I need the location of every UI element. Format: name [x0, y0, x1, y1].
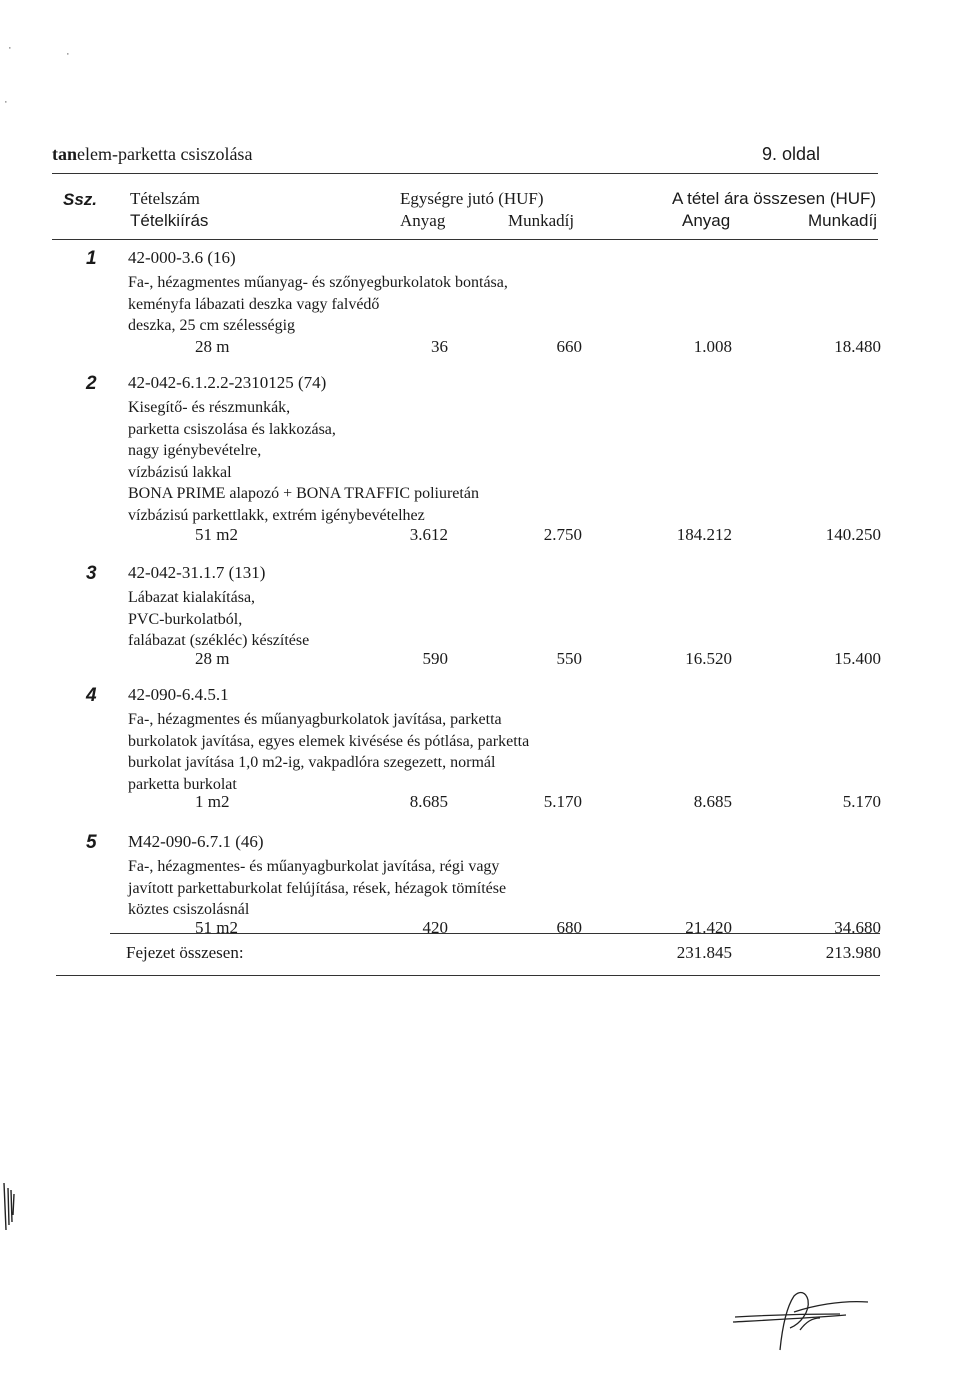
description-line: falábazat (székléc) készítése	[128, 632, 310, 650]
total-anyag: 16.520	[685, 649, 732, 668]
description-line: parketta csiszolása és lakkozása,	[128, 420, 336, 438]
description-line: vízbázisú parkettlakk, extrém igénybevételhez	[128, 506, 425, 524]
column-unit-munkadij: Munkadíj	[508, 211, 575, 230]
title-mark: tan	[52, 144, 78, 164]
scan-speck: ·	[4, 96, 8, 108]
unit-munkadij: 5.170	[543, 792, 582, 811]
scan-speck: ·	[8, 42, 12, 54]
total-munkadij: 140.250	[825, 525, 881, 544]
total-anyag: 184.212	[676, 525, 732, 544]
item-code: 42-042-31.1.7 (131)	[128, 563, 266, 582]
total-label: Fejezet összesen:	[126, 943, 244, 962]
item-quantity: 28 m	[195, 337, 230, 356]
description-line: Kisegítő- és részmunkák,	[128, 399, 291, 416]
column-total-munkadij: Munkadíj	[808, 211, 877, 230]
description-line: BONA PRIME alapozó + BONA TRAFFIC poliuretán	[128, 485, 479, 503]
item-number: 4	[86, 685, 97, 706]
description-line: Fa-, hézagmentes- és műanyagburkolat javítása, régi vagy	[128, 858, 500, 875]
column-tetelszam: Tételszám	[130, 189, 200, 208]
column-egysegre: Egységre jutó (HUF)	[400, 189, 544, 208]
chapter-total-anyag: 231.845	[676, 943, 732, 962]
item-quantity: 51 m2	[195, 525, 238, 544]
unit-anyag: 3.612	[409, 525, 448, 544]
description-line: nagy igénybevételre,	[128, 442, 262, 460]
item-number: 3	[86, 563, 97, 584]
item-quantity: 28 m	[195, 649, 230, 668]
unit-anyag: 8.685	[409, 792, 448, 811]
unit-anyag: 36	[431, 337, 448, 356]
chapter-total-munkadij: 213.980	[825, 943, 881, 962]
total-munkadij: 5.170	[842, 792, 881, 811]
description-line: burkolat javítása 1,0 m2-ig, vakpadlóra szegezett, normál	[128, 754, 496, 772]
description-line: PVC-burkolatból,	[128, 610, 243, 628]
unit-anyag: 590	[422, 649, 448, 668]
description-line: vízbázisú lakkal	[128, 463, 232, 481]
item-code: 42-042-6.1.2.2-2310125 (74)	[128, 373, 327, 392]
column-unit-anyag: Anyag	[400, 211, 446, 230]
signature-icon	[733, 1293, 868, 1350]
description-line: Lábazat kialakítása,	[128, 589, 256, 606]
description-line: keményfa lábazati deszka vagy falvédő	[128, 295, 380, 313]
page-number: 9. oldal	[761, 144, 820, 164]
unit-munkadij: 550	[556, 649, 582, 668]
total-munkadij: 15.400	[834, 649, 881, 668]
item-quantity: 51 m2	[195, 918, 238, 937]
description-line: burkolatok javítása, egyes elemek kivésése és pótlása, parketta	[128, 732, 530, 750]
description-line: Fa-, hézagmentes műanyag- és szőnyegburkolatok bontása,	[128, 274, 508, 291]
item-number: 5	[86, 832, 97, 853]
description-line: köztes csiszolásnál	[128, 901, 250, 919]
item-code: 42-000-3.6 (16)	[128, 248, 236, 267]
item-number: 1	[86, 248, 97, 269]
binding-mark	[4, 1183, 14, 1230]
total-anyag: 21.420	[685, 918, 732, 937]
column-ssz: Ssz.	[63, 190, 98, 209]
description-line: deszka, 25 cm szélességig	[128, 317, 296, 335]
item-code: 42-090-6.4.5.1	[128, 685, 229, 704]
description-line: Fa-, hézagmentes és műanyagburkolatok javítása, parketta	[128, 711, 502, 728]
description-line: javított parkettaburkolat felújítása, rések, hézagok tömítése	[128, 879, 507, 897]
column-tetelkiiras: Tételkiírás	[130, 211, 209, 230]
item-number: 2	[86, 373, 97, 394]
title-rest: elem-parketta csiszolása	[77, 144, 253, 164]
unit-munkadij: 660	[556, 337, 582, 356]
total-anyag: 8.685	[693, 792, 732, 811]
unit-munkadij: 2.750	[543, 525, 582, 544]
item-code: M42-090-6.7.1 (46)	[128, 832, 264, 851]
item-quantity: 1 m2	[195, 792, 230, 811]
total-munkadij: 34.680	[834, 918, 881, 937]
scan-speck: ·	[66, 48, 70, 60]
column-total-anyag: Anyag	[682, 211, 731, 230]
unit-munkadij: 680	[556, 918, 582, 937]
total-munkadij: 18.480	[834, 337, 881, 356]
total-anyag: 1.008	[693, 337, 732, 356]
unit-anyag: 420	[422, 918, 448, 937]
column-tetel-osszesen: A tétel ára összesen (HUF)	[672, 189, 877, 208]
description-line: parketta burkolat	[128, 775, 237, 793]
